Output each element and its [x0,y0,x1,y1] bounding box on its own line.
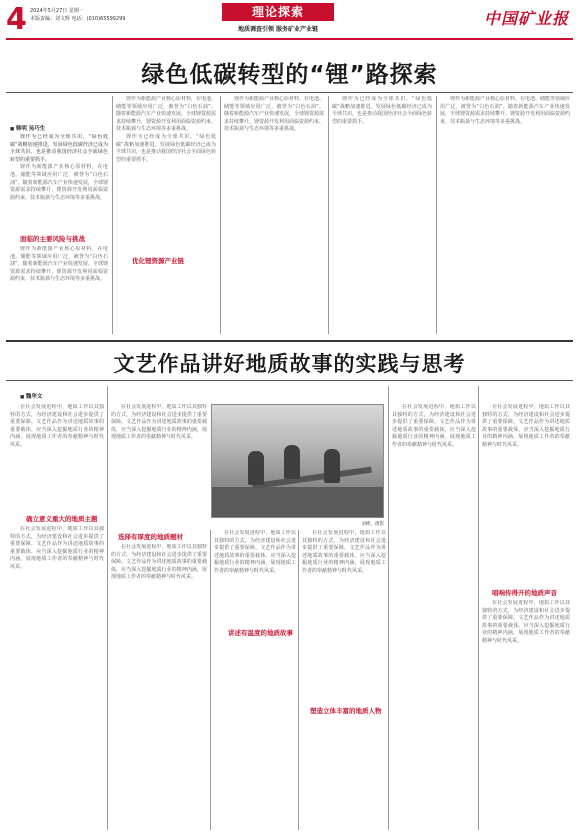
divider [6,92,573,93]
article2-body: 在社会发展进程中，地质工作以其独特的方式，为经济建设和社会进步提供了重要保障。文艺作品作为讲述地质故事的重要载体，应当深入挖掘地质行业的精神内涵，展现地质工作者的奉献精神与时代风采。 [214,530,296,574]
section-subtitle: 地质调查引领 服务矿业产业链 [237,26,319,33]
article1-body: 锂作为新能源产业核心原材料，在电池、储能等领域应用广泛，被誉为“白色石油”。随着新能源汽车产业快速发展，全球锂资源需求持续攀升，锂资源开发利用面临资源约束、技术瓶颈与生态环境等多重挑战。 [10,246,108,283]
article2-author: ■ 魏华文 [20,392,42,400]
column-rule [478,386,479,830]
article2-subhead-4: 塑造立体丰富的地质人物 [310,707,382,715]
article1-body: 锂作为新能源产业核心原材料，在电池、储能等领域应用广泛，被誉为“白色石油”。随着新能源汽车产业快速发展，全球锂资源需求持续攀升，锂资源开发利用面临资源约束、技术瓶颈与生态环境等多重挑战。 [116,96,216,133]
photo-person [324,449,340,483]
article1-body: 锂作为新能源产业核心原材料，在电池、储能等领域应用广泛，被誉为“白色石油”。随着新能源汽车产业快速发展，全球锂资源需求持续攀升，锂资源开发利用面临资源约束、技术瓶颈与生态环境等多重挑战。 [224,96,324,133]
article2-body: 在社会发展进程中，地质工作以其独特的方式，为经济建设和社会进步提供了重要保障。文艺作品作为讲述地质故事的重要载体，应当深入挖掘地质行业的精神内涵，展现地质工作者的奉献精神与时代风采。 [111,544,207,581]
photo-equipment [252,467,372,490]
page-header [0,0,579,42]
article2-body: 在社会发展进程中，地质工作以其独特的方式，为经济建设和社会进步提供了重要保障。文艺作品作为讲述地质故事的重要载体，应当深入挖掘地质行业的精神内涵，展现地质工作者的奉献精神与时代风采。 [482,404,570,448]
column-rule [112,96,113,334]
article1-subhead-1: 面临的主要风险与挑战 [20,235,85,243]
article-photo-workers [211,404,384,518]
issue-meta [30,7,126,23]
editor-line: 本版责编：刘文辉 电话：(010)65599299 [30,16,126,22]
article1-subhead-2: 优化锂资源产业链 [132,257,184,265]
article2-subhead-5: 唱响传得开的地质声音 [492,589,557,597]
article2-headline: 文艺作品讲好地质故事的实践与思考 [113,351,466,376]
photo-ground [212,487,383,517]
article2-column-2b [111,544,207,828]
article2-column-3 [214,530,296,828]
article1-column-3 [224,96,324,334]
article2-subhead-1: 确立意义重大的地质主题 [26,515,98,523]
column-rule [436,96,437,334]
photo-caption: 刘彬、摄影 [361,522,384,527]
column-rule [220,96,221,334]
article2-body: 在社会发展进程中，地质工作以其独特的方式，为经济建设和社会进步提供了重要保障。文艺作品作为讲述地质故事的重要载体，应当深入挖掘地质行业的精神内涵，展现地质工作者的奉献精神与时代风采。 [10,526,104,570]
article2-subhead-3: 讲述有温度的地质故事 [228,629,293,637]
article2-body: 在社会发展进程中，地质工作以其独特的方式，为经济建设和社会进步提供了重要保障。文艺作品作为讲述地质故事的重要载体，应当深入挖掘地质行业的精神内涵，展现地质工作者的奉献精神与时代风采。 [482,600,570,644]
article1-body: 锂作为已经成为全球共识，“绿色低碳”战略加速推进，发展绿色低碳经济已成为全球共识，也是推动我国经济社会全面绿色转型的重要抓手。 [116,133,216,163]
article1-column-2 [116,96,216,334]
article1-body: 锂作为新能源产业核心原材料，在电池、储能等领域应用广泛，被誉为“白色石油”。随着新能源汽车产业快速发展，全球锂资源需求持续攀升，锂资源开发利用面临资源约束、技术瓶颈与生态环境等多重挑战。 [10,164,108,201]
article1-body: 锂作为新能源产业核心原材料，在电池、储能等领域应用广泛，被誉为“白色石油”。随着新能源汽车产业快速发展，全球锂资源需求持续攀升，锂资源开发利用面临资源约束、技术瓶颈与生态环境等多重挑战。 [440,96,570,125]
article2-subhead-2: 选择有厚度的地质题材 [118,533,183,541]
column-rule [388,386,389,830]
page-number: 4 [6,2,27,37]
article1-column-1b [10,246,108,336]
article2-column-4 [302,530,386,828]
article1-column-4 [332,96,432,334]
issue-date: 2024年5月27日 星期一 [30,8,84,14]
article2-column-6b [482,600,570,828]
article2-body: 在社会发展进程中，地质工作以其独特的方式，为经济建设和社会进步提供了重要保障。文艺作品作为讲述地质故事的重要载体，应当深入挖掘地质行业的精神内涵，展现地质工作者的奉献精神与时代风采。 [111,404,207,441]
column-rule [210,530,211,830]
section-title: 理论探索 [222,3,334,21]
article1-column-5 [440,96,570,334]
column-rule [107,386,108,830]
article-divider [6,340,573,342]
header-divider [6,38,573,40]
column-rule [328,96,329,334]
article1-author: ■ 韩明 吴巧生 [10,124,45,132]
article1-lead: 锂作为已经成为全球共识，“绿色低碳”战略加速推进，发展绿色低碳经济已成为全球共识，也是推动我国经济社会全面绿色转型的重要抓手。 [10,134,108,163]
article2-column-1b [10,526,104,826]
column-rule [298,530,299,830]
article2-column-5 [392,404,476,829]
photo-person [284,445,300,479]
divider [6,380,573,381]
newspaper-brand-logo: 中国矿业报 [483,9,569,28]
article2-body: 在社会发展进程中，地质工作以其独特的方式，为经济建设和社会进步提供了重要保障。文艺作品作为讲述地质故事的重要载体，应当深入挖掘地质行业的精神内涵，展现地质工作者的奉献精神与时代风采。 [302,530,386,574]
article2-body: 在社会发展进程中，地质工作以其独特的方式，为经济建设和社会进步提供了重要保障。文艺作品作为讲述地质故事的重要载体，应当深入挖掘地质行业的精神内涵，展现地质工作者的奉献精神与时代风采。 [10,404,104,448]
article2-column-6 [482,404,570,584]
article1-headline: 绿色低碳转型的“锂”路探索 [141,62,438,88]
article2-body: 在社会发展进程中，地质工作以其独特的方式，为经济建设和社会进步提供了重要保障。文艺作品作为讲述地质故事的重要载体，应当深入挖掘地质行业的精神内涵，展现地质工作者的奉献精神与时代风采。 [392,404,476,448]
article1-body: 锂作为已经成为全球共识，“绿色低碳”战略加速推进，发展绿色低碳经济已成为全球共识，也是推动我国经济社会全面绿色转型的重要抓手。 [332,96,432,125]
photo-person [248,451,264,485]
